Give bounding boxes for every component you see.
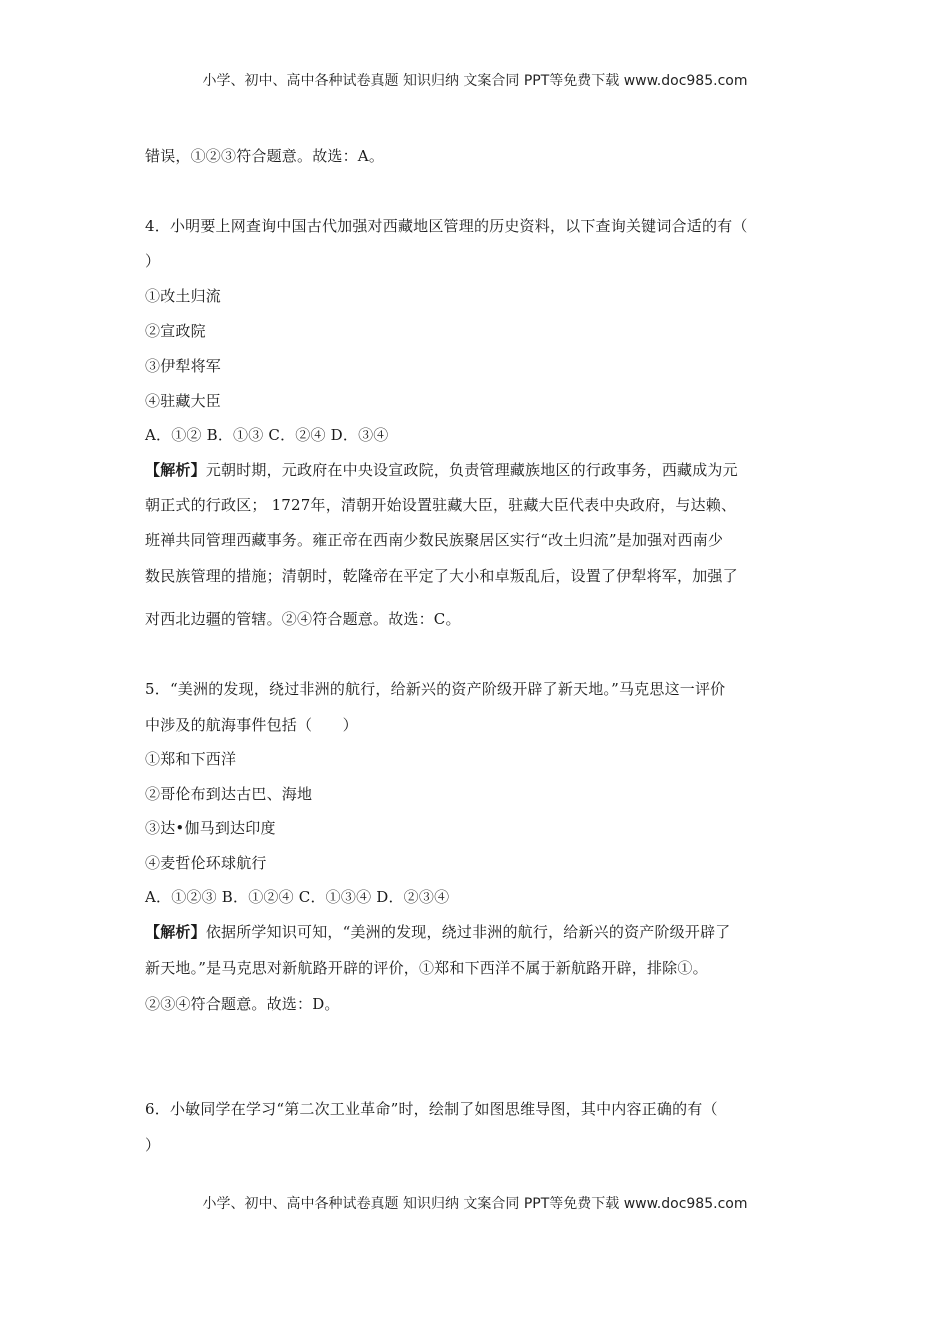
question-4-stem: 4．小明要上网查询中国古代加强对西藏地区管理的历史资料，以下查询关键词合适的有（ — [145, 217, 748, 235]
question-4-analysis-line: 朝正式的行政区； 1727年，清朝开始设置驻藏大臣，驻藏大臣代表中央政府，与达赖、 — [145, 496, 737, 514]
question-5-item-3: ③达•伽马到达印度 — [145, 819, 276, 837]
question-4-choices: A．①② B．①③ C．②④ D．③④ — [145, 426, 389, 444]
question-5-item-4: ④麦哲伦环球航行 — [145, 854, 267, 872]
question-6-stem: 6．小敏同学在学习“第二次工业革命”时，绘制了如图思维导图，其中内容正确的有（ — [145, 1100, 718, 1118]
analysis-text: 依据所学知识可知，“美洲的发现，绕过非洲的航行，给新兴的资产阶级开辟了 — [205, 923, 731, 941]
question-5-item-1: ①郑和下西洋 — [145, 750, 237, 768]
question-4-item-4: ④驻藏大臣 — [145, 392, 222, 410]
question-5-stem: 5．“美洲的发现，绕过非洲的航行，给新兴的资产阶级开辟了新天地。”马克思这一评价 — [145, 680, 726, 698]
page-footer: 小学、初中、高中各种试卷真题 知识归纳 文案合同 PPT等免费下载 www.doc985.com — [202, 1196, 748, 1212]
question-4-analysis-line: 对西北边疆的管辖。②④符合题意。故选：C。 — [145, 610, 461, 628]
question-4-analysis — [145, 460, 738, 480]
question-4-analysis-line: 班禅共同管理西藏事务。雍正帝在西南少数民族聚居区实行“改土归流”是加强对西南少 — [145, 531, 724, 549]
previous-answer-tail: 错误，①②③符合题意。故选：A。 — [145, 147, 385, 165]
question-5-item-2: ②哥伦布到达古巴、海地 — [145, 785, 313, 803]
question-5-analysis-line: ②③④符合题意。故选：D。 — [145, 995, 340, 1013]
question-6-stem-cont: ） — [145, 1136, 161, 1154]
question-5-analysis-line: 新天地。”是马克思对新航路开辟的评价，①郑和下西洋不属于新航路开辟，排除①。 — [145, 959, 708, 977]
page-header: 小学、初中、高中各种试卷真题 知识归纳 文案合同 PPT等免费下载 www.doc985.com — [202, 73, 748, 89]
question-4-stem-cont: ） — [145, 252, 161, 270]
question-4-item-2: ②宣政院 — [145, 322, 206, 340]
question-5-analysis — [145, 922, 731, 942]
question-4-analysis-line: 数民族管理的措施；清朝时，乾隆帝在平定了大小和卓叛乱后，设置了伊犁将军，加强了 — [145, 567, 738, 585]
analysis-text: 元朝时期，元政府在中央设宣政院，负责管理藏族地区的行政事务，西藏成为元 — [205, 461, 738, 479]
question-5-stem-cont: 中涉及的航海事件包括（ ） — [145, 716, 358, 734]
question-5-choices: A．①②③ B．①②④ C．①③④ D．②③④ — [145, 888, 450, 906]
analysis-label: 【解析】 — [145, 461, 206, 479]
analysis-label: 【解析】 — [145, 923, 206, 941]
question-4-item-1: ①改土归流 — [145, 287, 222, 305]
question-4-item-3: ③伊犁将军 — [145, 357, 222, 375]
